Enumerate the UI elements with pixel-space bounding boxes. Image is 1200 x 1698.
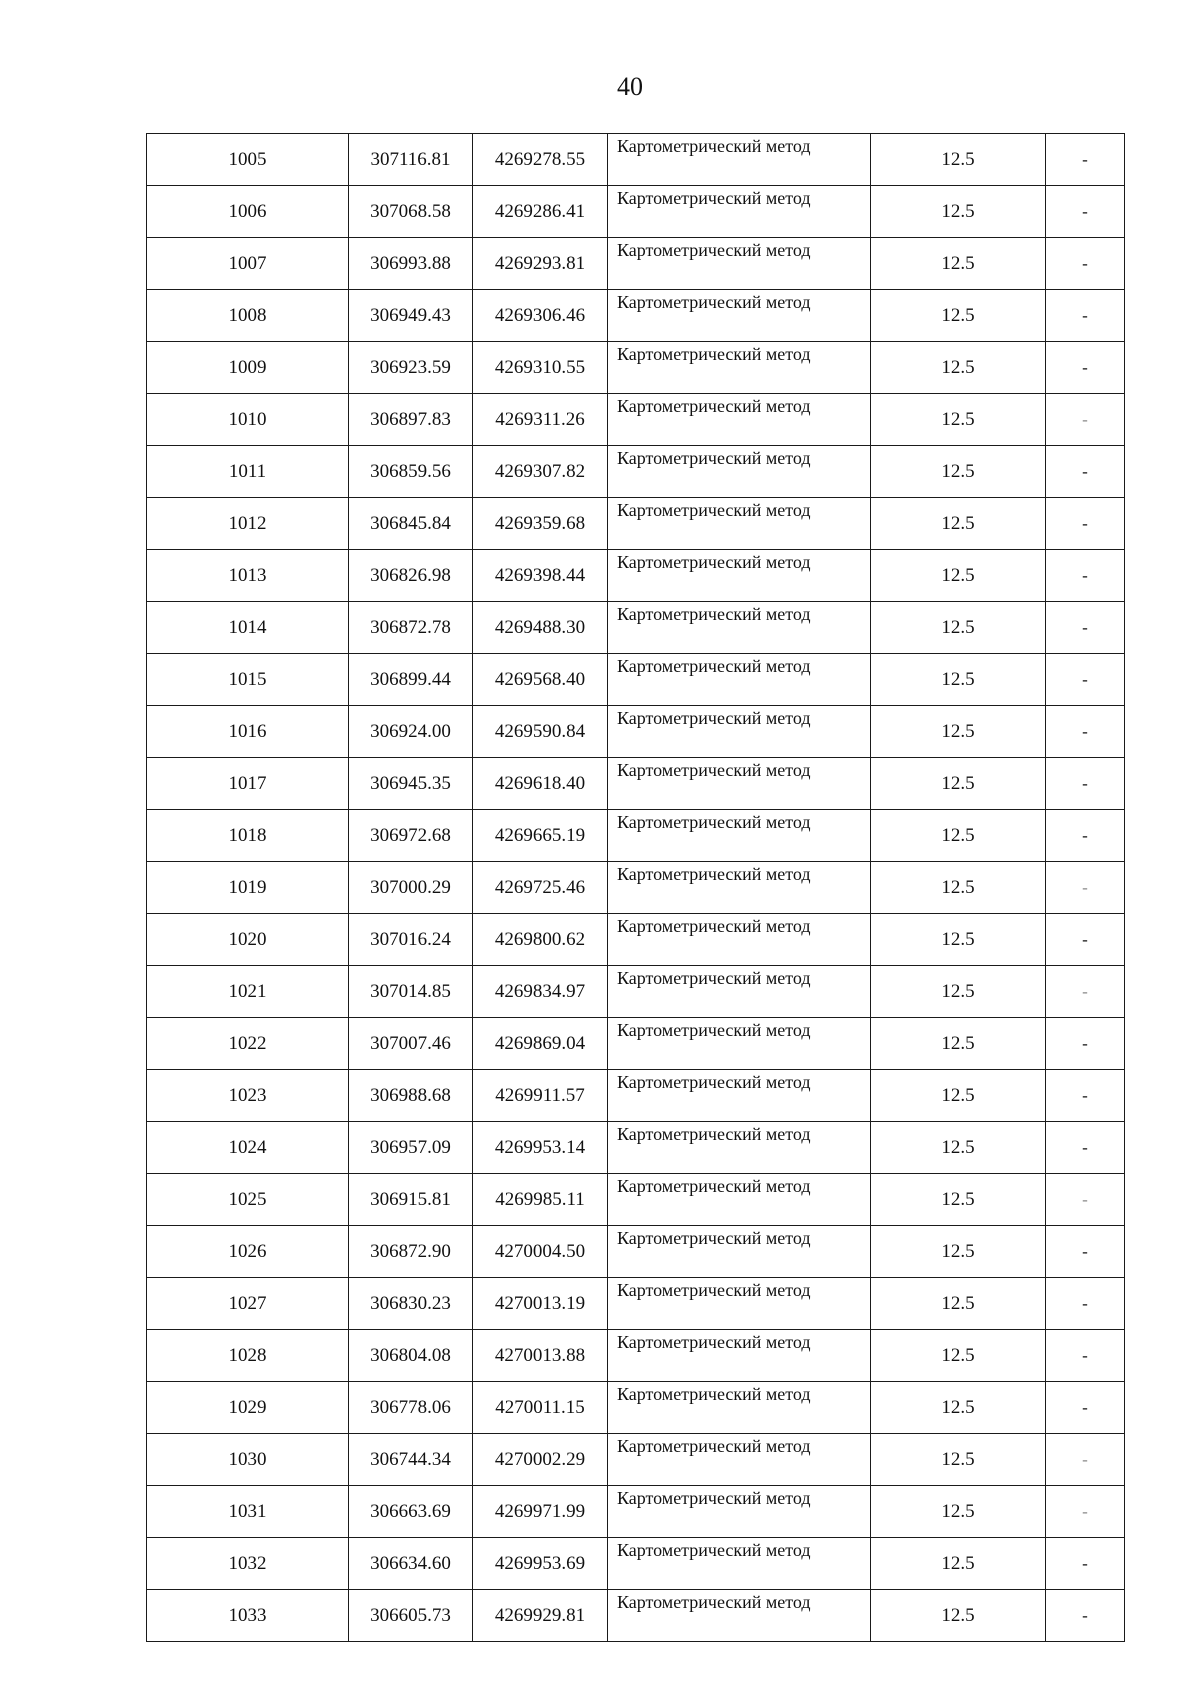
accuracy-cell: 12.5 xyxy=(871,1590,1046,1642)
table-row xyxy=(147,446,1125,498)
point-id-cell: 1016 xyxy=(147,706,349,758)
accuracy-cell: 12.5 xyxy=(871,342,1046,394)
note-cell: - xyxy=(1046,394,1125,446)
accuracy-cell: 12.5 xyxy=(871,1278,1046,1330)
accuracy-cell: 12.5 xyxy=(871,550,1046,602)
y-coordinate-cell: 4269568.40 xyxy=(473,654,608,706)
point-id-cell: 1021 xyxy=(147,966,349,1018)
note-cell: - xyxy=(1046,1174,1125,1226)
accuracy-cell: 12.5 xyxy=(871,1070,1046,1122)
table-row xyxy=(147,1174,1125,1226)
point-id-cell: 1022 xyxy=(147,1018,349,1070)
method-cell: Картометрический метод xyxy=(608,862,871,914)
table-row xyxy=(147,290,1125,342)
point-id-cell: 1028 xyxy=(147,1330,349,1382)
accuracy-cell: 12.5 xyxy=(871,290,1046,342)
y-coordinate-cell: 4269310.55 xyxy=(473,342,608,394)
accuracy-cell: 12.5 xyxy=(871,654,1046,706)
accuracy-cell: 12.5 xyxy=(871,498,1046,550)
method-cell: Картометрический метод xyxy=(608,1018,871,1070)
accuracy-cell: 12.5 xyxy=(871,238,1046,290)
method-cell: Картометрический метод xyxy=(608,1538,871,1590)
note-cell: - xyxy=(1046,1486,1125,1538)
accuracy-cell: 12.5 xyxy=(871,1382,1046,1434)
x-coordinate-cell: 306744.34 xyxy=(349,1434,473,1486)
page-number: 40 xyxy=(617,72,643,101)
x-coordinate-cell: 306859.56 xyxy=(349,446,473,498)
point-id-cell: 1025 xyxy=(147,1174,349,1226)
note-cell: - xyxy=(1046,1382,1125,1434)
x-coordinate-cell: 306605.73 xyxy=(349,1590,473,1642)
x-coordinate-cell: 306949.43 xyxy=(349,290,473,342)
method-cell: Картометрический метод xyxy=(608,238,871,290)
y-coordinate-cell: 4270013.88 xyxy=(473,1330,608,1382)
accuracy-cell: 12.5 xyxy=(871,1434,1046,1486)
x-coordinate-cell: 306923.59 xyxy=(349,342,473,394)
table-row xyxy=(147,394,1125,446)
accuracy-cell: 12.5 xyxy=(871,966,1046,1018)
note-cell: - xyxy=(1046,758,1125,810)
x-coordinate-cell: 306957.09 xyxy=(349,1122,473,1174)
y-coordinate-cell: 4269618.40 xyxy=(473,758,608,810)
point-id-cell: 1023 xyxy=(147,1070,349,1122)
method-cell: Картометрический метод xyxy=(608,1590,871,1642)
method-cell: Картометрический метод xyxy=(608,810,871,862)
x-coordinate-cell: 307014.85 xyxy=(349,966,473,1018)
point-id-cell: 1019 xyxy=(147,862,349,914)
method-cell: Картометрический метод xyxy=(608,134,871,186)
accuracy-cell: 12.5 xyxy=(871,1122,1046,1174)
method-cell: Картометрический метод xyxy=(608,290,871,342)
table-row xyxy=(147,966,1125,1018)
note-cell: - xyxy=(1046,134,1125,186)
point-id-cell: 1013 xyxy=(147,550,349,602)
point-id-cell: 1006 xyxy=(147,186,349,238)
table-row xyxy=(147,1590,1125,1642)
note-cell: - xyxy=(1046,342,1125,394)
table-row xyxy=(147,342,1125,394)
accuracy-cell: 12.5 xyxy=(871,1174,1046,1226)
y-coordinate-cell: 4269834.97 xyxy=(473,966,608,1018)
table-row xyxy=(147,602,1125,654)
x-coordinate-cell: 306915.81 xyxy=(349,1174,473,1226)
x-coordinate-cell: 306663.69 xyxy=(349,1486,473,1538)
y-coordinate-cell: 4270004.50 xyxy=(473,1226,608,1278)
point-id-cell: 1005 xyxy=(147,134,349,186)
accuracy-cell: 12.5 xyxy=(871,446,1046,498)
method-cell: Картометрический метод xyxy=(608,654,871,706)
y-coordinate-cell: 4269985.11 xyxy=(473,1174,608,1226)
method-cell: Картометрический метод xyxy=(608,1278,871,1330)
table-row xyxy=(147,1330,1125,1382)
table-row xyxy=(147,706,1125,758)
table-row xyxy=(147,1486,1125,1538)
accuracy-cell: 12.5 xyxy=(871,1330,1046,1382)
method-cell: Картометрический метод xyxy=(608,1174,871,1226)
x-coordinate-cell: 306845.84 xyxy=(349,498,473,550)
note-cell: - xyxy=(1046,1434,1125,1486)
note-cell: - xyxy=(1046,1226,1125,1278)
method-cell: Картометрический метод xyxy=(608,706,871,758)
y-coordinate-cell: 4269929.81 xyxy=(473,1590,608,1642)
accuracy-cell: 12.5 xyxy=(871,1226,1046,1278)
table-row xyxy=(147,1018,1125,1070)
y-coordinate-cell: 4269488.30 xyxy=(473,602,608,654)
accuracy-cell: 12.5 xyxy=(871,1538,1046,1590)
accuracy-cell: 12.5 xyxy=(871,134,1046,186)
point-id-cell: 1007 xyxy=(147,238,349,290)
method-cell: Картометрический метод xyxy=(608,758,871,810)
x-coordinate-cell: 307000.29 xyxy=(349,862,473,914)
x-coordinate-cell: 306872.78 xyxy=(349,602,473,654)
point-id-cell: 1010 xyxy=(147,394,349,446)
y-coordinate-cell: 4269953.14 xyxy=(473,1122,608,1174)
method-cell: Картометрический метод xyxy=(608,966,871,1018)
y-coordinate-cell: 4269725.46 xyxy=(473,862,608,914)
y-coordinate-cell: 4269359.68 xyxy=(473,498,608,550)
x-coordinate-cell: 306993.88 xyxy=(349,238,473,290)
x-coordinate-cell: 307007.46 xyxy=(349,1018,473,1070)
table-row xyxy=(147,1070,1125,1122)
note-cell: - xyxy=(1046,862,1125,914)
accuracy-cell: 12.5 xyxy=(871,758,1046,810)
y-coordinate-cell: 4269911.57 xyxy=(473,1070,608,1122)
accuracy-cell: 12.5 xyxy=(871,602,1046,654)
y-coordinate-cell: 4269953.69 xyxy=(473,1538,608,1590)
table-row xyxy=(147,758,1125,810)
accuracy-cell: 12.5 xyxy=(871,810,1046,862)
point-id-cell: 1026 xyxy=(147,1226,349,1278)
point-id-cell: 1020 xyxy=(147,914,349,966)
y-coordinate-cell: 4269307.82 xyxy=(473,446,608,498)
note-cell: - xyxy=(1046,498,1125,550)
method-cell: Картометрический метод xyxy=(608,394,871,446)
point-id-cell: 1014 xyxy=(147,602,349,654)
method-cell: Картометрический метод xyxy=(608,186,871,238)
method-cell: Картометрический метод xyxy=(608,550,871,602)
point-id-cell: 1018 xyxy=(147,810,349,862)
y-coordinate-cell: 4269665.19 xyxy=(473,810,608,862)
accuracy-cell: 12.5 xyxy=(871,394,1046,446)
table-row xyxy=(147,1382,1125,1434)
y-coordinate-cell: 4269293.81 xyxy=(473,238,608,290)
note-cell: - xyxy=(1046,914,1125,966)
point-id-cell: 1030 xyxy=(147,1434,349,1486)
x-coordinate-cell: 306778.06 xyxy=(349,1382,473,1434)
point-id-cell: 1017 xyxy=(147,758,349,810)
point-id-cell: 1012 xyxy=(147,498,349,550)
method-cell: Картометрический метод xyxy=(608,1226,871,1278)
method-cell: Картометрический метод xyxy=(608,1486,871,1538)
note-cell: - xyxy=(1046,1590,1125,1642)
note-cell: - xyxy=(1046,654,1125,706)
method-cell: Картометрический метод xyxy=(608,446,871,498)
table-row xyxy=(147,1434,1125,1486)
x-coordinate-cell: 307016.24 xyxy=(349,914,473,966)
x-coordinate-cell: 306924.00 xyxy=(349,706,473,758)
y-coordinate-cell: 4269311.26 xyxy=(473,394,608,446)
y-coordinate-cell: 4269869.04 xyxy=(473,1018,608,1070)
note-cell: - xyxy=(1046,966,1125,1018)
note-cell: - xyxy=(1046,290,1125,342)
y-coordinate-cell: 4269800.62 xyxy=(473,914,608,966)
y-coordinate-cell: 4269590.84 xyxy=(473,706,608,758)
table-row xyxy=(147,654,1125,706)
note-cell: - xyxy=(1046,810,1125,862)
table-row xyxy=(147,238,1125,290)
note-cell: - xyxy=(1046,1278,1125,1330)
note-cell: - xyxy=(1046,1122,1125,1174)
method-cell: Картометрический метод xyxy=(608,498,871,550)
accuracy-cell: 12.5 xyxy=(871,914,1046,966)
y-coordinate-cell: 4269971.99 xyxy=(473,1486,608,1538)
table-row xyxy=(147,498,1125,550)
table-row xyxy=(147,1278,1125,1330)
table-row xyxy=(147,1122,1125,1174)
table-row xyxy=(147,186,1125,238)
method-cell: Картометрический метод xyxy=(608,1122,871,1174)
table-row xyxy=(147,914,1125,966)
point-id-cell: 1024 xyxy=(147,1122,349,1174)
method-cell: Картометрический метод xyxy=(608,1330,871,1382)
accuracy-cell: 12.5 xyxy=(871,862,1046,914)
point-id-cell: 1015 xyxy=(147,654,349,706)
y-coordinate-cell: 4269398.44 xyxy=(473,550,608,602)
point-id-cell: 1011 xyxy=(147,446,349,498)
table-row xyxy=(147,862,1125,914)
note-cell: - xyxy=(1046,602,1125,654)
point-id-cell: 1029 xyxy=(147,1382,349,1434)
point-id-cell: 1031 xyxy=(147,1486,349,1538)
x-coordinate-cell: 306988.68 xyxy=(349,1070,473,1122)
x-coordinate-cell: 306945.35 xyxy=(349,758,473,810)
point-id-cell: 1008 xyxy=(147,290,349,342)
note-cell: - xyxy=(1046,238,1125,290)
x-coordinate-cell: 306804.08 xyxy=(349,1330,473,1382)
x-coordinate-cell: 306826.98 xyxy=(349,550,473,602)
method-cell: Картометрический метод xyxy=(608,1434,871,1486)
accuracy-cell: 12.5 xyxy=(871,186,1046,238)
method-cell: Картометрический метод xyxy=(608,1382,871,1434)
note-cell: - xyxy=(1046,1070,1125,1122)
note-cell: - xyxy=(1046,186,1125,238)
coordinates-table xyxy=(146,133,1125,1642)
y-coordinate-cell: 4270013.19 xyxy=(473,1278,608,1330)
x-coordinate-cell: 307068.58 xyxy=(349,186,473,238)
y-coordinate-cell: 4269306.46 xyxy=(473,290,608,342)
note-cell: - xyxy=(1046,706,1125,758)
table-row xyxy=(147,1226,1125,1278)
y-coordinate-cell: 4269278.55 xyxy=(473,134,608,186)
note-cell: - xyxy=(1046,1018,1125,1070)
y-coordinate-cell: 4270011.15 xyxy=(473,1382,608,1434)
method-cell: Картометрический метод xyxy=(608,914,871,966)
accuracy-cell: 12.5 xyxy=(871,1486,1046,1538)
note-cell: - xyxy=(1046,1330,1125,1382)
x-coordinate-cell: 306897.83 xyxy=(349,394,473,446)
note-cell: - xyxy=(1046,446,1125,498)
x-coordinate-cell: 306972.68 xyxy=(349,810,473,862)
method-cell: Картометрический метод xyxy=(608,602,871,654)
x-coordinate-cell: 306634.60 xyxy=(349,1538,473,1590)
table-row xyxy=(147,810,1125,862)
note-cell: - xyxy=(1046,550,1125,602)
y-coordinate-cell: 4269286.41 xyxy=(473,186,608,238)
x-coordinate-cell: 306872.90 xyxy=(349,1226,473,1278)
point-id-cell: 1027 xyxy=(147,1278,349,1330)
table-row xyxy=(147,134,1125,186)
table-row xyxy=(147,1538,1125,1590)
x-coordinate-cell: 306899.44 xyxy=(349,654,473,706)
point-id-cell: 1032 xyxy=(147,1538,349,1590)
accuracy-cell: 12.5 xyxy=(871,1018,1046,1070)
x-coordinate-cell: 306830.23 xyxy=(349,1278,473,1330)
method-cell: Картометрический метод xyxy=(608,1070,871,1122)
table-row xyxy=(147,550,1125,602)
point-id-cell: 1033 xyxy=(147,1590,349,1642)
y-coordinate-cell: 4270002.29 xyxy=(473,1434,608,1486)
point-id-cell: 1009 xyxy=(147,342,349,394)
accuracy-cell: 12.5 xyxy=(871,706,1046,758)
method-cell: Картометрический метод xyxy=(608,342,871,394)
x-coordinate-cell: 307116.81 xyxy=(349,134,473,186)
note-cell: - xyxy=(1046,1538,1125,1590)
table-body xyxy=(147,134,1125,1642)
